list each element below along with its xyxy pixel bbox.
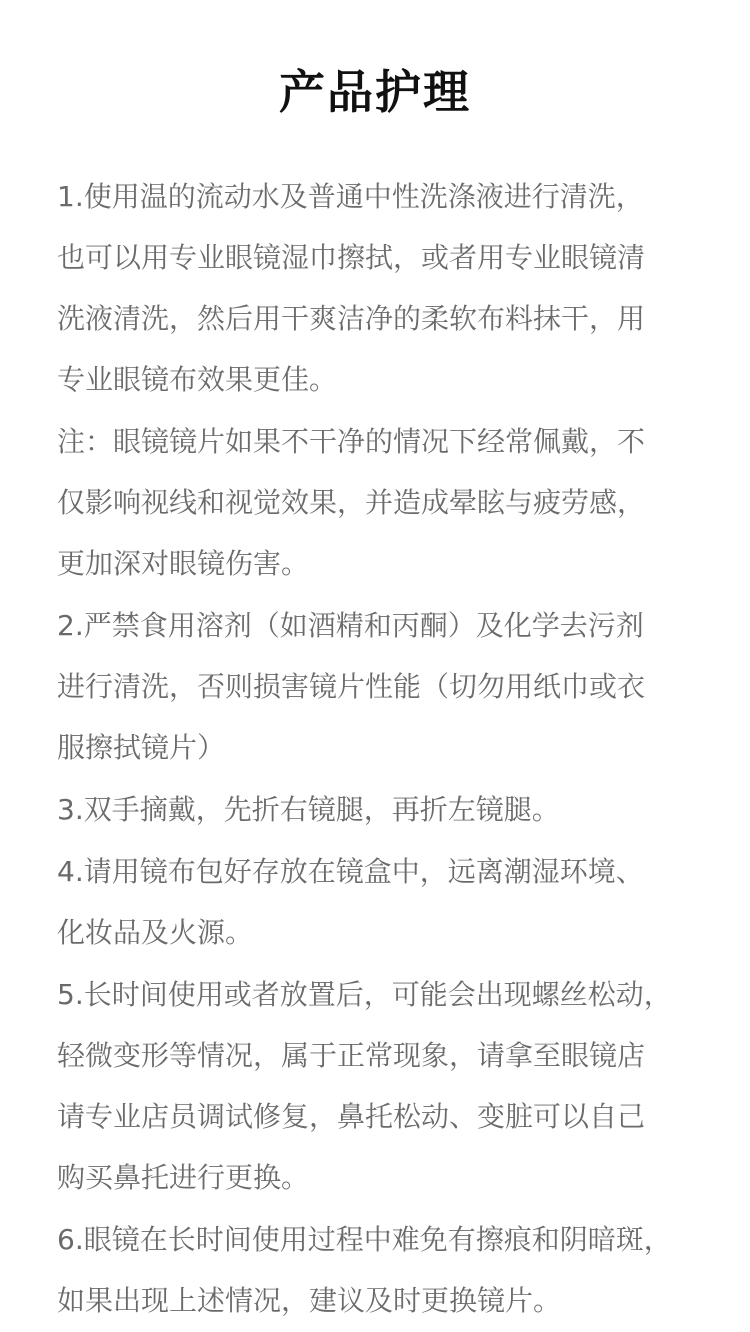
text-line: 如果出现上述情况，建议及时更换镜片。 [57,1284,562,1317]
care-paragraph-3 [57,779,697,840]
care-paragraph-5 [57,964,697,1208]
text-line: 化妆品及火源。 [57,916,254,949]
text-line: 5.长时间使用或者放置后，可能会出现螺丝松动， [57,978,672,1011]
text-line: 服擦拭镜片） [57,731,226,764]
care-paragraph-1 [57,166,697,410]
text-line: 洗液清洗，然后用干爽洁净的柔软布料抹干，用 [57,302,646,335]
text-line: 3.双手摘戴，先折右镜腿，再折左镜腿。 [57,793,560,826]
text-line: 请专业店员调试修复，鼻托松动、变脏可以自己 [57,1100,646,1133]
text-line: 轻微变形等情况，属于正常现象，请拿至眼镜店 [57,1039,646,1072]
text-line: 购买鼻托进行更换。 [57,1161,310,1194]
care-paragraph-6 [57,1209,697,1331]
care-paragraph-2 [57,595,697,778]
text-line: 4.请用镜布包好存放在镜盒中，远离潮湿环境、 [57,855,644,888]
text-line: 1.使用温的流动水及普通中性洗涤液进行清洗， [57,180,644,213]
text-line: 仅影响视线和视觉效果，并造成晕眩与疲劳感， [57,486,646,519]
care-paragraph-4 [57,841,697,963]
text-line: 专业眼镜布效果更佳。 [57,363,338,396]
text-line: 2.严禁食用溶剂（如酒精和丙酮）及化学去污剂 [57,609,644,642]
text-line: 进行清洗，否则损害镜片性能（切勿用纸巾或衣 [57,670,646,703]
page-title: 产品护理 [279,65,471,119]
care-note [57,411,697,594]
care-instructions [57,166,697,1332]
text-line: 6.眼镜在长时间使用过程中难免有擦痕和阴暗斑， [57,1223,672,1256]
text-line: 更加深对眼镜伤害。 [57,547,310,580]
text-line: 注：眼镜镜片如果不干净的情况下经常佩戴，不 [57,425,646,458]
text-line: 也可以用专业眼镜湿巾擦拭，或者用专业眼镜清 [57,241,646,274]
